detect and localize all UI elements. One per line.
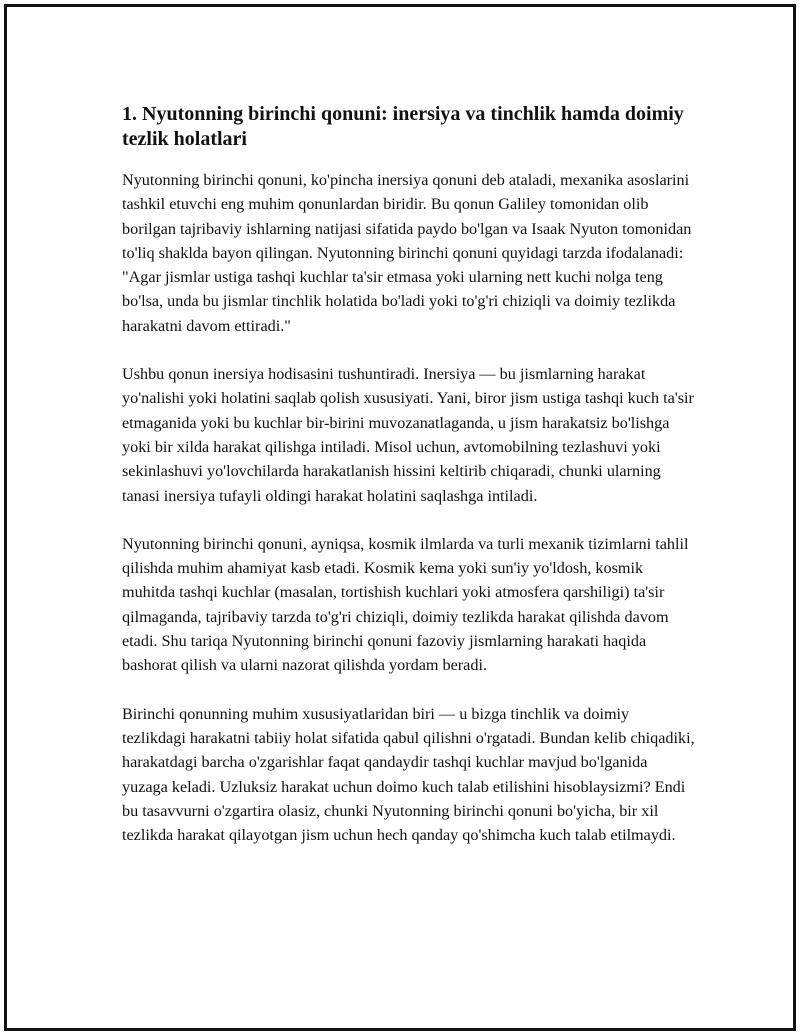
- document-body: [122, 102, 697, 871]
- paragraph-3: Nyutonning birinchi qonuni, ayniqsa, kosmik ilmlarda va turli mexanik tizimlarni tahlil qilishda muhim ahamiyat kasb etadi. Kosmik kema yoki sun'iy yo'ldosh, kosmik muhitda tashqi kuchlar (masalan, tortishish kuchlari yoki atmosfera qarshiligi) ta'sir qilmaganda, tajribaviy tarzda to'g'ri chiziqli, doimiy tezlikda harakat qilishda davom etadi. Shu tariqa Nyutonning birinchi qonuni fazoviy jismlarning harakati haqida bashorat qilish va ularni nazorat qilishda yordam beradi.: [122, 534, 689, 675]
- paragraph-4: Birinchi qonunning muhim xususiyatlaridan biri — u bizga tinchlik va doimiy tezlikdagi harakatni tabiiy holat sifatida qabul qilishni o'rgatadi. Bundan kelib chiqadiki, harakatdagi barcha o'zgarishlar faqat qandaydir tashqi kuchlar mavjud bo'lganida yuzaga keladi. Uzluksiz harakat uchun doimo kuch talab etilishini hisoblaysizmi? Endi bu tasavvurni o'zgartira olasiz, chunki Nyutonning birinchi qonuni bo'yicha, bir xil tezlikda harakat qilayotgan jism uchun hech qanday qo'shimcha kuch talab etilmaydi.: [122, 704, 695, 845]
- page-frame: [4, 4, 796, 1031]
- paragraph-1: Nyutonning birinchi qonuni, ko'pincha inersiya qonuni deb ataladi, mexanika asoslarini tashkil etuvchi eng muhim qonunlardan biridir. Bu qonun Galiley tomonidan olib borilgan tajribaviy ishlarning natijasi sifatida paydo bo'lgan va Isaak Nyuton tomonidan to'liq shaklda bayon qilingan. Nyutonning birinchi qonuni quyidagi tarzda ifodalanadi: "Agar jismlar ustiga tashqi kuchlar ta'sir etmasa yoki ularning nett kuchi nolga teng bo'lsa, unda bu jismlar tinchlik holatida bo'ladi yoki to'g'ri chiziqli va doimiy tezlikda harakatni davom ettiradi.": [122, 171, 692, 335]
- paragraph-2: Ushbu qonun inersiya hodisasini tushuntiradi. Inersiya — bu jismlarning harakat yo'nalishi yoki holatini saqlab qolish xususiyati. Yani, biror jism ustiga tashqi kuch ta'sir etmaganida yoki bu kuchlar bir-birini muvozanatlaganda, u jism harakatsiz bo'lishga yoki bir xilda harakat qilishga intiladi. Misol uchun, avtomobilning tezlashuvi yoki sekinlashuvi yo'lovchilarda harakatlanish hissini keltirib chiqaradi, chunki ularning tanasi inersiya tufayli oldingi harakat holatini saqlashga intiladi.: [122, 365, 694, 505]
- page-title: 1. Nyutonning birinchi qonuni: inersiya va tinchlik hamda doimiy tezlik holatlari: [122, 103, 684, 150]
